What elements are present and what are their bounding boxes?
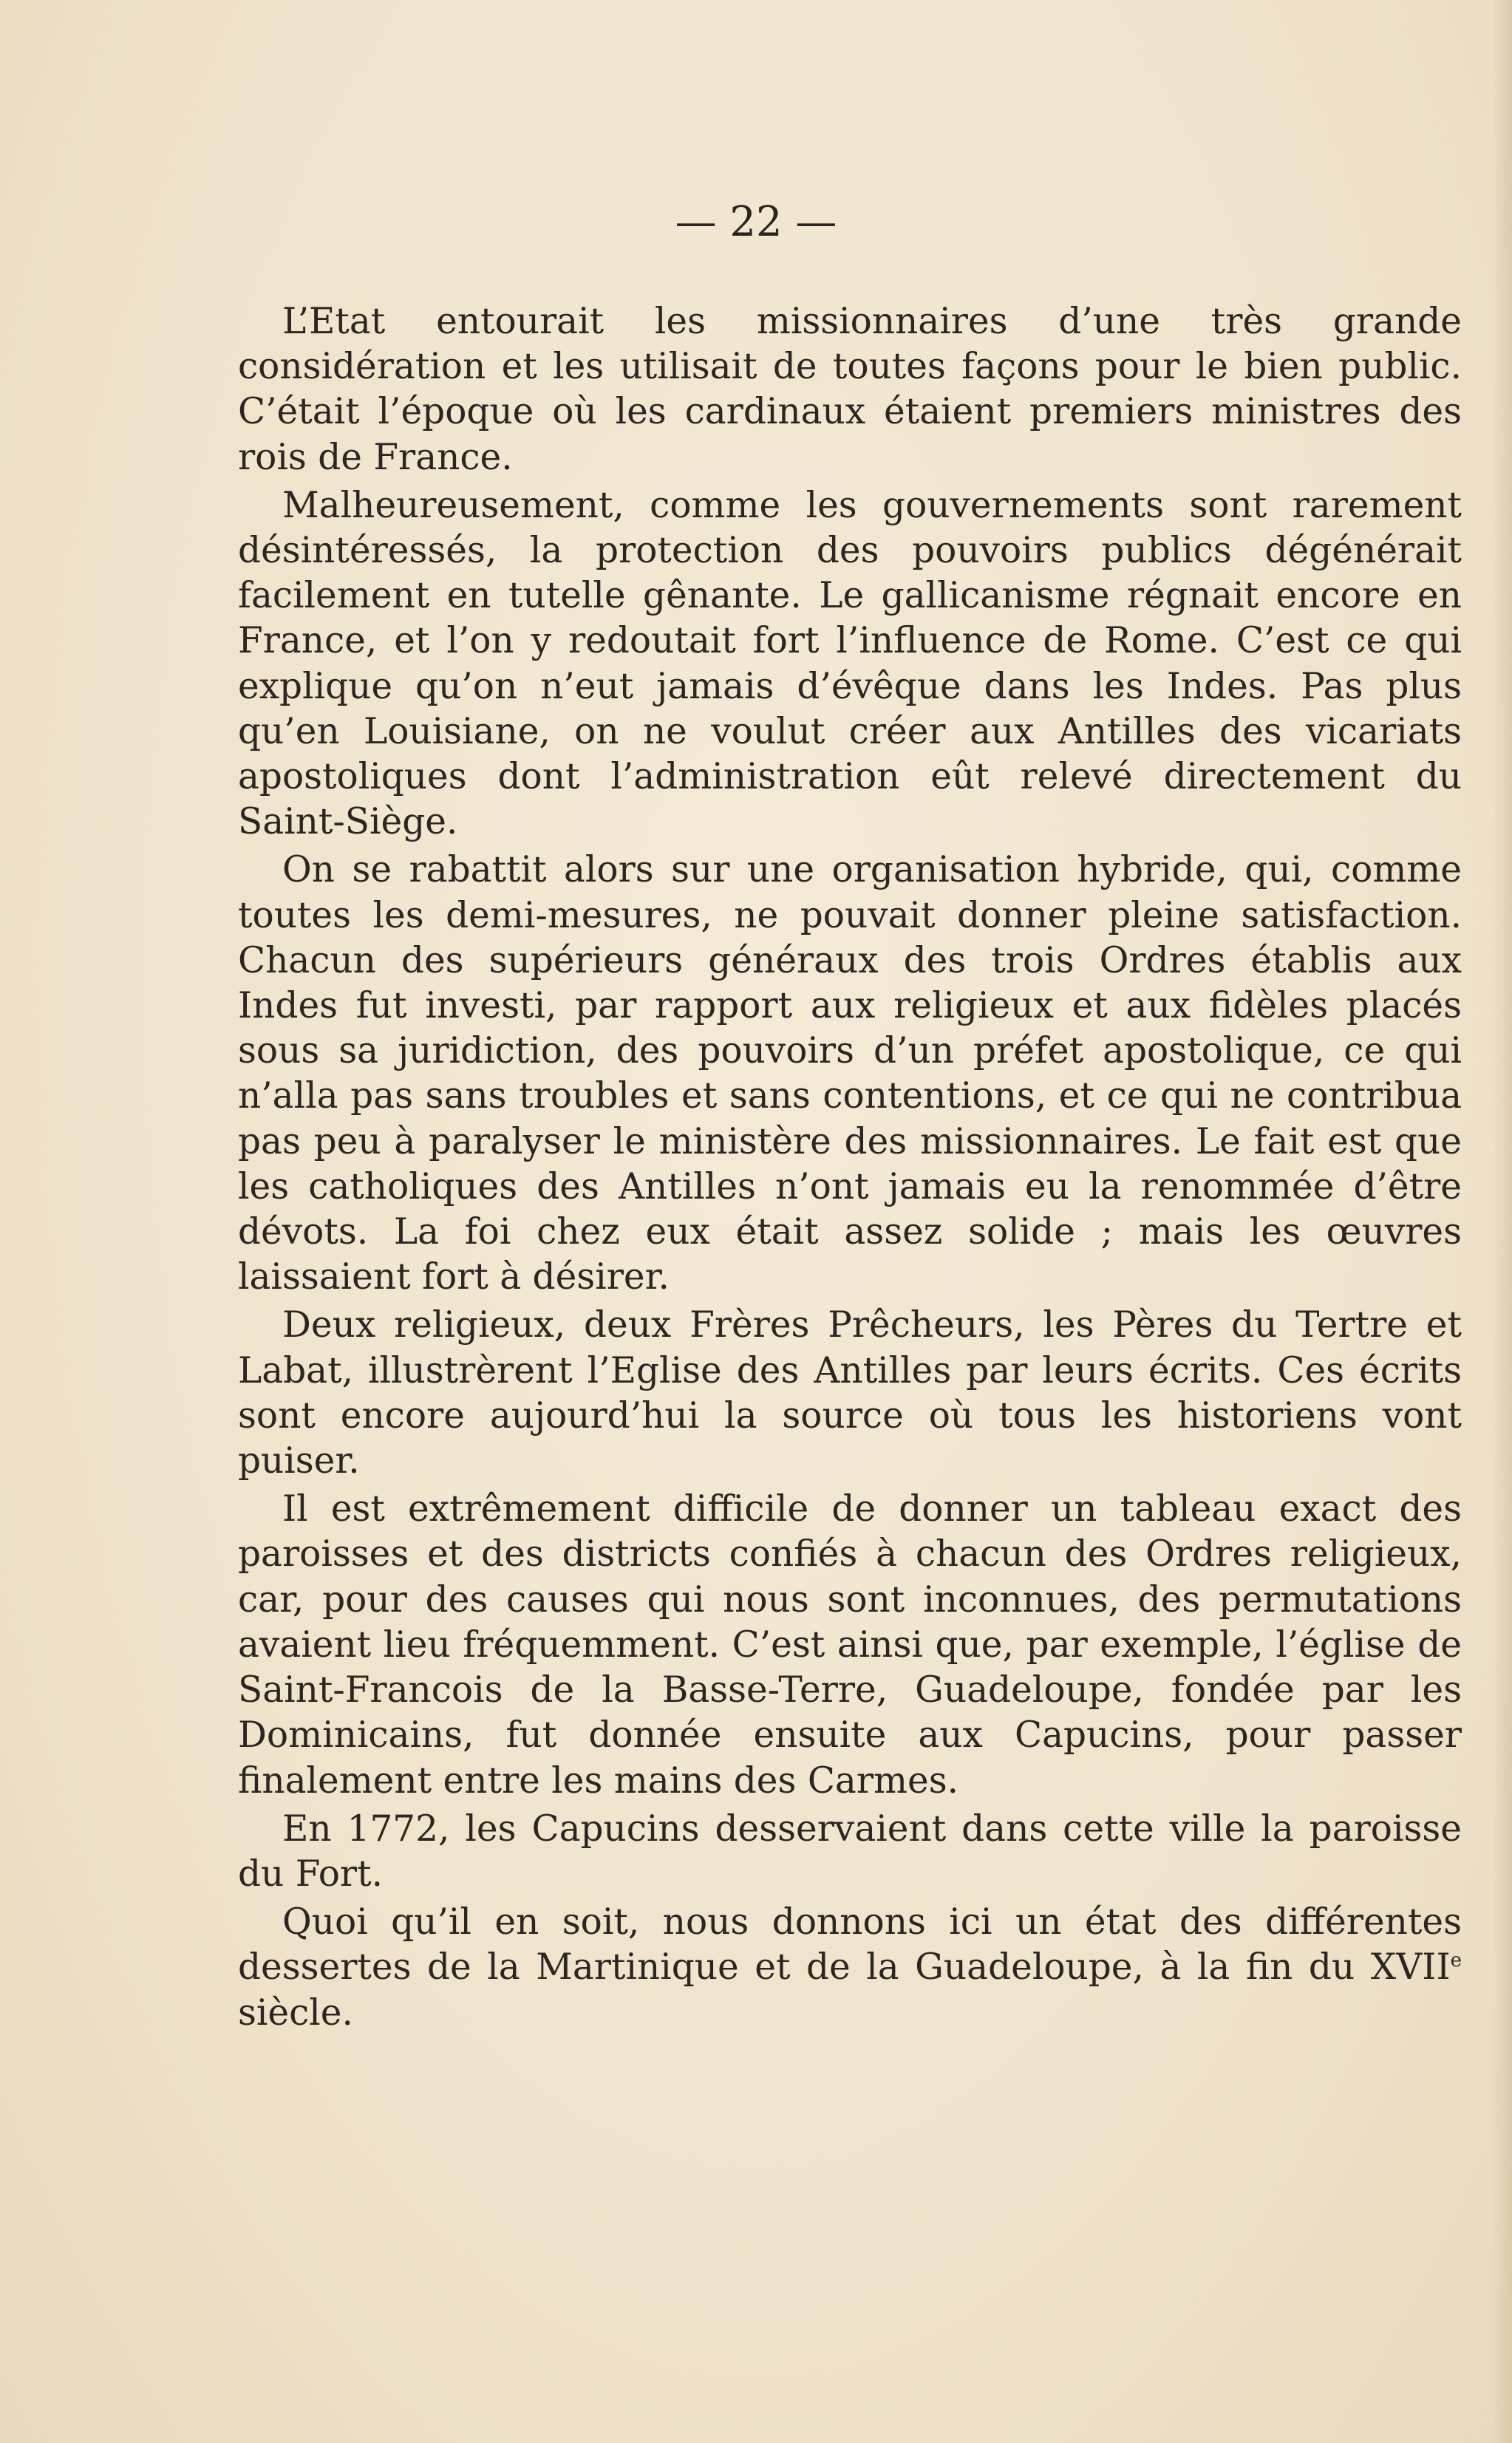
century-superscript: e [1450, 1949, 1462, 1972]
paragraph-6: En 1772, les Capucins desservaient dans cette ville la paroisse du Fort. [238, 1807, 1462, 1895]
paragraph-7 [238, 1900, 1462, 2036]
paragraph-4: Deux religieux, deux Frères Prêcheurs, les Pères du Tertre et Labat, illustrèrent l’Eglise des Antilles par leurs écrits. Ces écrits sont encore aujourd’hui la source où tous les historiens vont puiser. [238, 1304, 1462, 1482]
page-edge-shadow [1491, 0, 1512, 2443]
page-number: — 22 — [675, 198, 837, 246]
paragraph-1: L’Etat entourait les missionnaires d’une très grande considération et les utilisait de toutes façons pour le bien public. C’était l’époque où les cardinaux étaient premiers ministres des rois de France. [238, 301, 1462, 478]
paragraph-2: Malheureusement, comme les gouvernements sont rarement désintéressés, la protection des pouvoirs publics dégénérait facilement en tutelle gênante. Le gallicanisme régnait encore en France, et l’on y redoutait fort l’influence de Rome. C’est ce qui explique qu’on n’eut jamais d’évêque dans les Indes. Pas plus qu’en Louisiane, on ne voulut créer aux Antilles des vicariats apostoliques dont l’administration eût relevé directement du Saint-Siège. [238, 484, 1462, 843]
paragraph-5: Il est extrêmement difficile de donner un tableau exact des paroisses et des districts confiés à chacun des Ordres religieux, car, pour des causes qui nous sont inconnues, des permutations avaient lieu fréquemment. C’est ainsi que, par exemple, l’église de Saint-Francois de la Basse-Terre, Guadeloupe, fondée par les Dominicains, fut donnée ensuite aux Capucins, pour passer finalement entre les mains des Carmes. [238, 1488, 1462, 1802]
paragraph-7-start: Quoi qu’il en soit, nous donnons ici un état des différentes dessertes de la Martinique et de la Guadeloupe, à la fin du XVII [238, 1901, 1462, 1989]
body-text [238, 299, 1462, 2039]
paragraph-7-end: siècle. [238, 1991, 353, 2034]
paragraph-3: On se rabattit alors sur une organisation hybride, qui, comme toutes les demi-mesures, ne pouvait donner pleine satisfaction. Chacun des supérieurs généraux des trois Ordres établis aux Indes fut investi, par rapport aux religieux et aux fidèles placés sous sa juridiction, des pouvoirs d’un préfet apostolique, ce qui n’alla pas sans troubles et sans contentions, et ce qui ne contribua pas peu à paralyser le ministère des missionnaires. Le fait est que les catholiques des Antilles n’ont jamais eu la renommée d’être dévots. La foi chez eux était assez solide ; mais les œuvres laissaient fort à désirer. [238, 849, 1462, 1298]
